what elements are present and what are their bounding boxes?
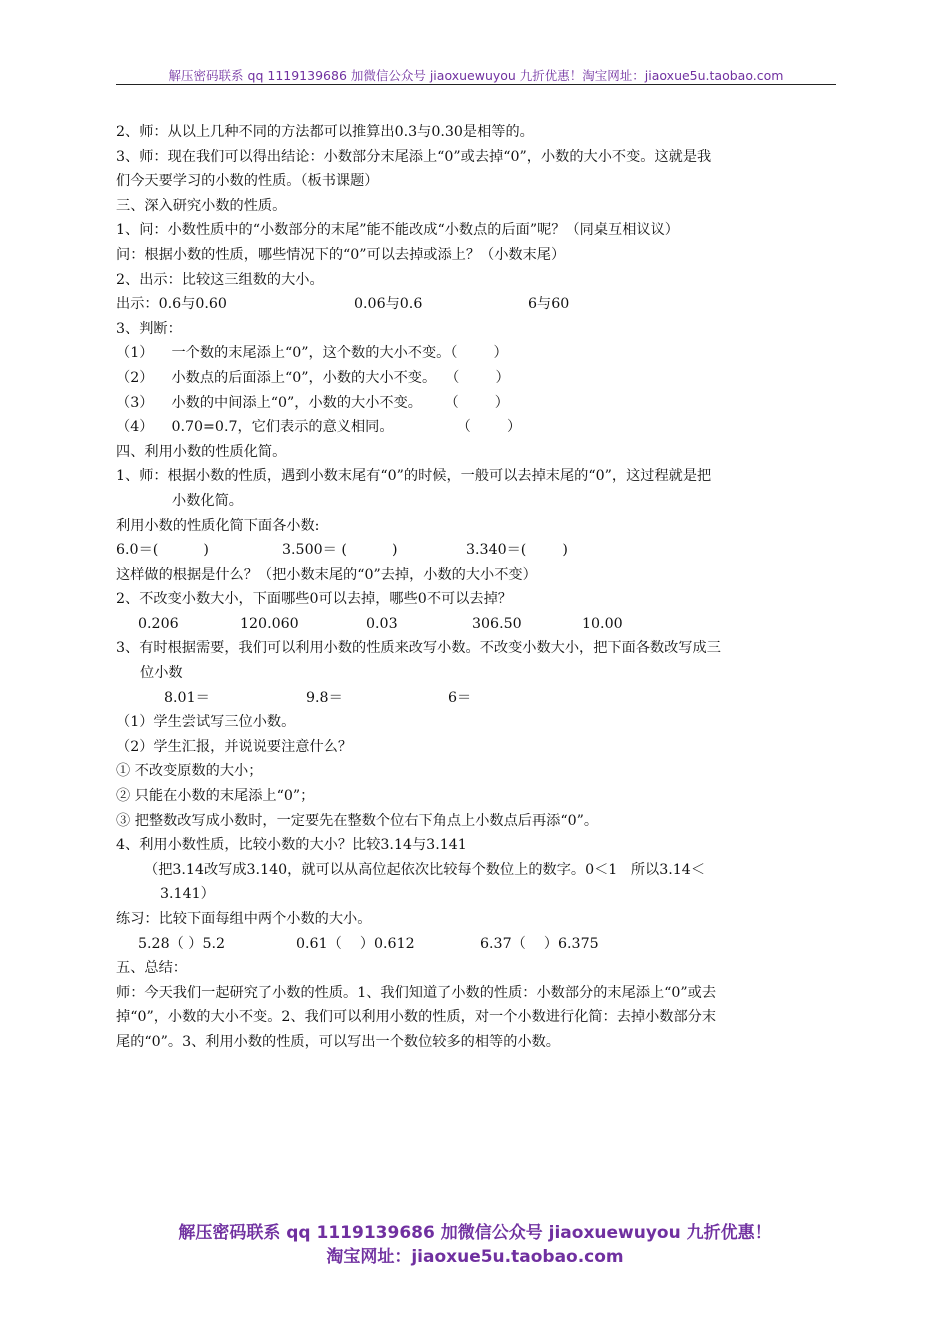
number-item: 0.03: [366, 615, 398, 632]
section-heading: 三、深入研究小数的性质。: [116, 197, 287, 214]
paragraph-line: ② 只能在小数的末尾添上“0”；: [116, 788, 315, 805]
judge-item: （1） 一个数的末尾添上“0”，这个数的大小不变。（ ）: [116, 345, 508, 362]
number-item: 10.00: [582, 615, 623, 632]
practice-item: 6.37（ ）6.375: [480, 935, 599, 952]
practice-item: 0.61（ ）0.612: [296, 935, 415, 952]
paragraph-line: ① 不改变原数的大小；: [116, 763, 263, 780]
paragraph-line: 3、有时根据需要，我们可以利用小数的性质来改写小数。不改变小数大小，把下面各数改写成三: [116, 640, 721, 657]
numbers-row: [116, 612, 828, 637]
paragraph-line: 3、判断：: [116, 320, 182, 337]
paragraph-line: 1、问：小数性质中的“小数部分的末尾”能不能改成“小数点的后面”呢？（同桌互相议议）: [116, 222, 679, 239]
paragraph-line: 掉“0”，小数的大小不变。2、我们可以利用小数的性质，对一个小数进行化简：去掉小数部分末: [116, 1009, 717, 1026]
paragraph-line: （1）学生尝试写三位小数。: [116, 714, 296, 731]
practice-item: 5.28（ ）5.2: [138, 935, 226, 952]
compare-group: 出示：0.6与0.60: [116, 296, 227, 313]
paragraph-line: 尾的“0”。3、利用小数的性质，可以写出一个数位较多的相等的小数。: [116, 1033, 560, 1050]
paragraph-line: （2）学生汇报，并说说要注意什么？: [116, 738, 353, 755]
page-header-ad: 解压密码联系 qq 1119139686 加微信公众号 jiaoxuewuyou 九折优惠！淘宝网址：jiaoxue5u.taobao.com: [168, 68, 784, 83]
number-item: 0.206: [138, 615, 179, 632]
document-body: [116, 120, 828, 1055]
paragraph-line: 利用小数的性质化简下面各小数:: [116, 517, 320, 534]
number-item: 306.50: [472, 615, 522, 632]
paragraph-line: 2、出示：比较这三组数的大小。: [116, 271, 324, 288]
paragraph-line: 4、利用小数性质，比较小数的大小？比较3.14与3.141: [116, 837, 467, 854]
compare-group: 6与60: [528, 296, 570, 313]
paragraph-line: 3.141）: [160, 886, 215, 903]
simplify-item: 6.0＝( ): [116, 542, 209, 559]
simplify-item: 3.340＝( ): [466, 542, 568, 559]
paragraph-line: 位小数: [140, 665, 183, 682]
rewrite-item: 9.8＝: [306, 689, 343, 706]
simplify-item: 3.500＝ ( ): [282, 542, 398, 559]
paragraph-line: 这样做的根据是什么？（把小数末尾的“0”去掉，小数的大小不变）: [116, 566, 537, 583]
paragraph-line: 1、师：根据小数的性质，遇到小数末尾有“0”的时候，一般可以去掉末尾的“0”，这过程就是把: [116, 468, 712, 485]
paragraph-line: ③ 把整数改写成小数时，一定要先在整数个位右下角点上小数点后再添“0”。: [116, 812, 599, 829]
paragraph-line: 们今天要学习的小数的性质。（板书课题）: [116, 173, 379, 190]
section-heading: 五、总结：: [116, 960, 187, 977]
judge-item: （2） 小数点的后面添上“0”，小数的大小不变。 （ ）: [116, 369, 510, 386]
compare-group: 0.06与0.6: [354, 296, 423, 313]
paragraph-line: 练习：比较下面每组中两个小数的大小。: [116, 911, 372, 927]
paragraph-line: 问：根据小数的性质，哪些情况下的“0”可以去掉或添上？（小数末尾）: [116, 246, 566, 263]
judge-item: （4） 0.70=0.7，它们表示的意义相同。 （ ）: [116, 419, 522, 436]
footer-ad-line: 解压密码联系 qq 1119139686 加微信公众号 jiaoxuewuyou 九折优惠！: [178, 1223, 772, 1243]
simplify-row: [116, 538, 828, 563]
paragraph-line: 3、师：现在我们可以得出结论：小数部分末尾添上“0”或去掉“0”，小数的大小不变。这就是我: [116, 148, 712, 165]
number-item: 120.060: [240, 615, 299, 632]
compare-groups-row: [116, 292, 828, 317]
paragraph-line: 2、师：从以上几种不同的方法都可以推算出0.3与0.30是相等的。: [116, 124, 534, 140]
rewrite-item: 6＝: [448, 689, 472, 706]
paragraph-line: 小数化简。: [172, 492, 243, 509]
footer-ad-url: 淘宝网址：jiaoxue5u.taobao.com: [326, 1247, 624, 1267]
header-divider: [116, 84, 836, 85]
paragraph-line: 师：今天我们一起研究了小数的性质。1、我们知道了小数的性质：小数部分的末尾添上“0”或去: [116, 984, 717, 1001]
paragraph-line: （把3.14改写成3.140，就可以从高位起依次比较每个数位上的数字。0＜1 所以3.14＜: [144, 861, 706, 878]
section-heading: 四、利用小数的性质化简。: [116, 443, 287, 460]
judge-item: （3） 小数的中间添上“0”，小数的大小不变。 （ ）: [116, 394, 509, 411]
paragraph-line: 2、不改变小数大小，下面哪些0可以去掉，哪些0不可以去掉？: [116, 591, 512, 608]
practice-row: [116, 932, 828, 957]
rewrite-row: [116, 686, 828, 711]
rewrite-item: 8.01＝: [164, 689, 210, 706]
